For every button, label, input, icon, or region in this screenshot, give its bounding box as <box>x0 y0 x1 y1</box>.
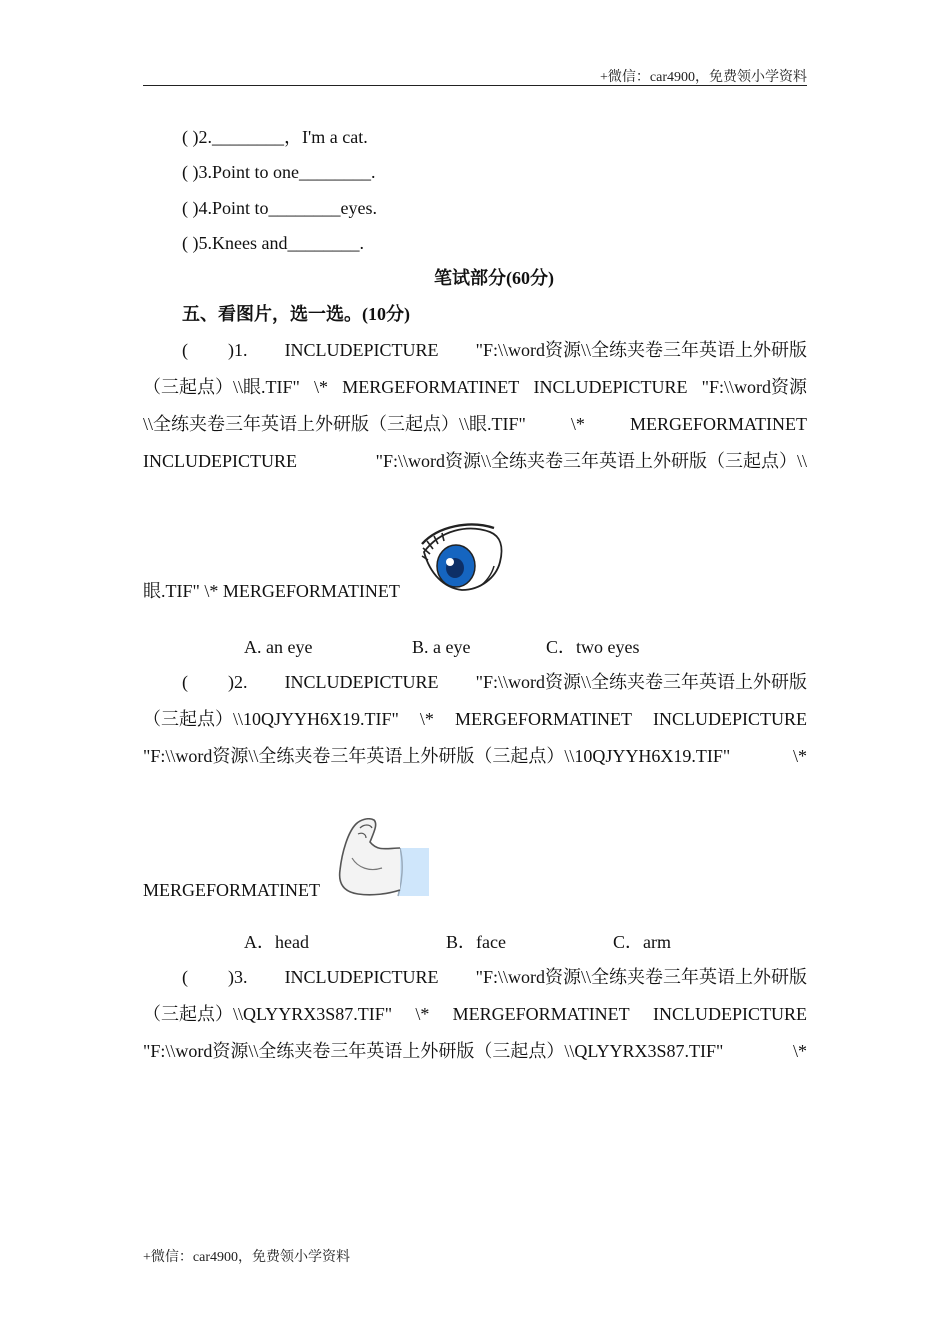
q2-option-a: A．head <box>244 932 309 952</box>
question-number: )1. <box>228 340 248 360</box>
q3-line-3 <box>143 1040 807 1062</box>
q2-line-3 <box>143 745 807 767</box>
answer-paren: ( <box>182 672 188 692</box>
field-code: INCLUDEPICTURE <box>533 377 688 397</box>
q2-last-line: MERGEFORMATINET <box>143 880 321 900</box>
field-code: INCLUDEPICTURE <box>143 451 297 471</box>
field-path: （三起点）\\10QJYYH6X19.TIF" <box>143 709 399 729</box>
field-path: \\全练夹卷三年英语上外研版（三起点）\\眼.TIF" <box>143 414 526 434</box>
q1-line-1 <box>182 339 807 361</box>
field-path: "F:\\word资源 <box>701 377 807 397</box>
answer-paren: ( <box>182 340 188 360</box>
written-section-title: 笔试部分(60分) <box>434 268 554 288</box>
field-switch: \* <box>792 746 807 766</box>
q3-line-2 <box>143 1003 807 1025</box>
field-path: "F:\\word资源\\全练夹卷三年英语上外研版 <box>475 967 807 987</box>
field-path: "F:\\word资源\\全练夹卷三年英语上外研版 <box>475 672 807 692</box>
listening-item-5: ( )5.Knees and________. <box>182 233 364 253</box>
field-path: "F:\\word资源\\全练夹卷三年英语上外研版（三起点）\\QLYYRX3S87.TIF" <box>143 1041 724 1061</box>
q1-line-3 <box>143 413 807 435</box>
field-switch: \* <box>792 1041 807 1061</box>
field-path: "F:\\word资源\\全练夹卷三年英语上外研版（三起点）\\10QJYYH6X19.TIF" <box>143 746 731 766</box>
field-path: （三起点）\\QLYYRX3S87.TIF" <box>143 1004 393 1024</box>
answer-paren: ( <box>182 967 188 987</box>
header-text: +微信：car4900，免费领小学资料 <box>600 70 807 85</box>
footer-text: +微信：car4900，免费领小学资料 <box>143 1250 350 1265</box>
q1-line-4 <box>143 450 807 472</box>
q1-line-2 <box>143 376 807 398</box>
field-code: MERGEFORMATINET <box>454 709 632 729</box>
question-number: )2. <box>228 672 248 692</box>
arm-muscle-icon <box>338 818 430 898</box>
q1-last-line: 眼.TIF" \* MERGEFORMATINET <box>143 581 400 601</box>
field-code: INCLUDEPICTURE <box>652 1004 807 1024</box>
question-number: )3. <box>228 967 248 987</box>
field-switch: \* <box>415 1004 430 1024</box>
q3-line-1 <box>182 966 807 988</box>
q2-line-1 <box>182 671 807 693</box>
listening-item-3: ( )3.Point to one________. <box>182 162 376 182</box>
eye-icon <box>420 522 506 598</box>
q1-option-a: A. an eye <box>244 637 313 657</box>
listening-item-2: ( )2.________，I'm a cat. <box>182 127 368 147</box>
q2-line-2 <box>143 708 807 730</box>
q2-option-b: B．face <box>446 932 506 952</box>
field-code: MERGEFORMATINET <box>629 414 807 434</box>
field-code: MERGEFORMATINET <box>452 1004 630 1024</box>
q1-option-b: B. a eye <box>412 637 471 657</box>
part5-title: 五、看图片，选一选。(10分) <box>182 304 410 324</box>
field-code: INCLUDEPICTURE <box>284 672 439 692</box>
field-code: MERGEFORMATINET <box>342 377 520 397</box>
field-path: "F:\\word资源\\全练夹卷三年英语上外研版 <box>475 340 807 360</box>
field-switch: \* <box>419 709 434 729</box>
header-rule <box>143 85 807 86</box>
listening-item-4: ( )4.Point to________eyes. <box>182 198 377 218</box>
field-switch: \* <box>314 377 329 397</box>
field-code: INCLUDEPICTURE <box>284 340 439 360</box>
field-switch: \* <box>570 414 585 434</box>
q2-option-c: C．arm <box>613 932 671 952</box>
field-code: INCLUDEPICTURE <box>284 967 439 987</box>
field-code: INCLUDEPICTURE <box>652 709 807 729</box>
field-path: （三起点）\\眼.TIF" <box>143 377 300 397</box>
q1-option-c: C．two eyes <box>546 637 640 657</box>
field-path: "F:\\word资源\\全练夹卷三年英语上外研版（三起点）\\ <box>375 451 807 471</box>
